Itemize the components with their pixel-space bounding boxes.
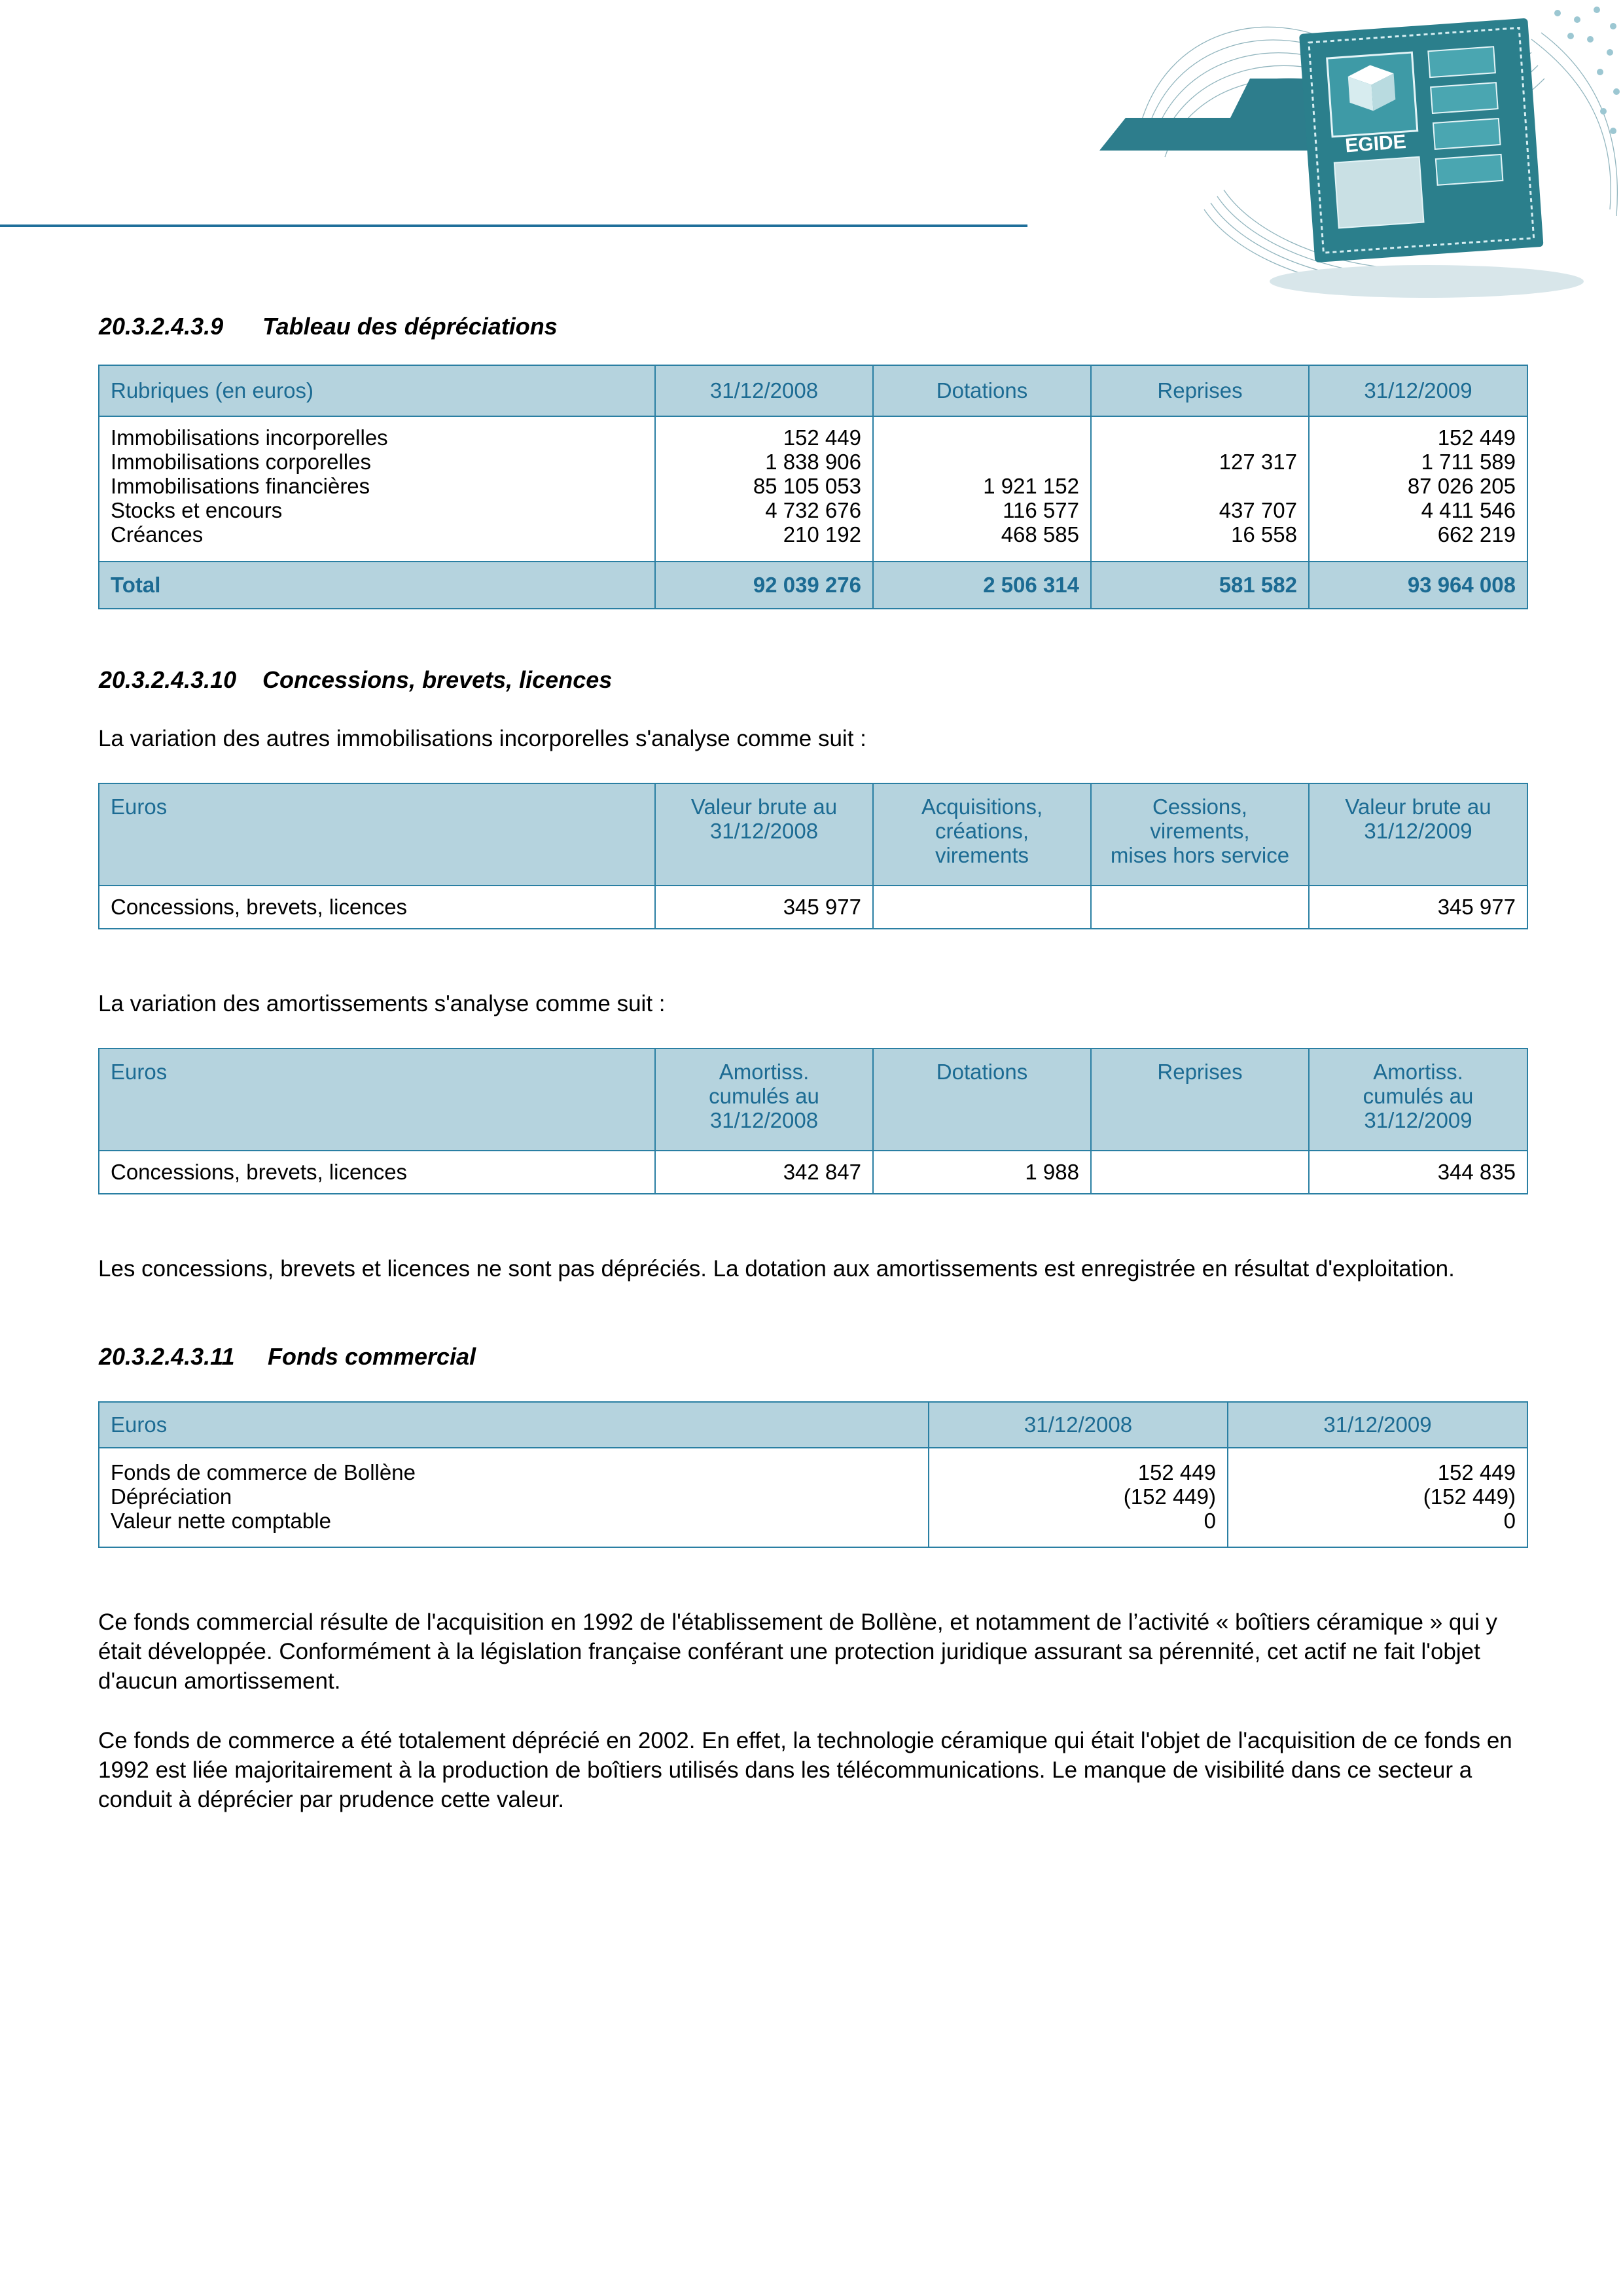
total-value: 2 506 314 xyxy=(873,562,1091,609)
value xyxy=(885,425,1079,450)
value: 127 317 xyxy=(1219,450,1297,474)
concessions-note: Les concessions, brevets et licences ne sont pas dépréciés. La dotation aux amortissements est enregistrée en résultat d'exploitation. xyxy=(98,1256,1455,1282)
value: 16 558 xyxy=(1231,522,1297,547)
value: 468 585 xyxy=(1001,522,1079,547)
total-row xyxy=(99,562,1527,609)
egide-logo-text: EGIDE xyxy=(1344,131,1407,157)
section-title-depreciations xyxy=(99,313,558,340)
value: 210 192 xyxy=(783,522,861,547)
row-label: Immobilisations incorporelles xyxy=(111,425,388,450)
header-line: 31/12/2008 xyxy=(709,1108,819,1132)
row-label: Immobilisations financières xyxy=(111,474,370,498)
header-cell: Rubriques (en euros) xyxy=(99,365,655,416)
value: 0 xyxy=(1204,1509,1216,1533)
header-cell xyxy=(873,783,1091,886)
value: 152 449 xyxy=(1437,1460,1516,1484)
total-value: 581 582 xyxy=(1091,562,1309,609)
header-line: Acquisitions, xyxy=(921,795,1043,819)
header-cell: 31/12/2009 xyxy=(1228,1402,1527,1448)
row-labels-cell xyxy=(99,1448,929,1547)
header-cell: 31/12/2009 xyxy=(1309,365,1527,416)
header-line: virements xyxy=(935,843,1029,867)
values-2009-cell xyxy=(1309,416,1527,562)
header-cell xyxy=(873,1049,1091,1151)
header-line: créations, xyxy=(935,819,1029,843)
value: 1 921 152 xyxy=(983,474,1079,498)
depreciations-table xyxy=(98,365,1528,609)
header-line: Reprises xyxy=(1157,1060,1243,1084)
value xyxy=(1091,1151,1309,1194)
section-heading: Tableau des dépréciations xyxy=(262,313,558,340)
header-line: cumulés au xyxy=(1363,1084,1474,1108)
total-value: 93 964 008 xyxy=(1309,562,1527,609)
value: 344 835 xyxy=(1309,1151,1527,1194)
header-cell: Euros xyxy=(99,1402,929,1448)
table-row xyxy=(99,1448,1527,1547)
header-line: Amortiss. xyxy=(719,1060,810,1084)
section-heading: Fonds commercial xyxy=(268,1343,476,1370)
value xyxy=(1103,474,1297,498)
header-cell xyxy=(655,783,873,886)
value xyxy=(1103,425,1297,450)
value: 116 577 xyxy=(1003,498,1079,522)
value: 4 411 546 xyxy=(1421,498,1516,522)
header-cell xyxy=(1309,783,1527,886)
value: 1 838 906 xyxy=(765,450,861,474)
row-label: Concessions, brevets, licences xyxy=(99,886,655,929)
header-chip-illustration xyxy=(1060,0,1623,308)
values-2008-cell xyxy=(655,416,873,562)
value: 1 988 xyxy=(873,1151,1091,1194)
row-label: Valeur nette comptable xyxy=(111,1509,331,1533)
table-row xyxy=(99,886,1527,929)
value: 345 977 xyxy=(655,886,873,929)
row-label: Concessions, brevets, licences xyxy=(99,1151,655,1194)
header-line: virements, xyxy=(1150,819,1250,843)
section-title-goodwill xyxy=(99,1343,476,1371)
header-line: Dotations xyxy=(936,1060,1028,1084)
header-cell xyxy=(1091,783,1309,886)
section-title-concessions xyxy=(99,666,612,694)
header-line: 31/12/2008 xyxy=(709,819,819,843)
value: 437 707 xyxy=(1219,498,1297,522)
value: 345 977 xyxy=(1309,886,1527,929)
value: 0 xyxy=(1503,1509,1516,1533)
row-label: Dépréciation xyxy=(111,1484,232,1509)
section-heading: Concessions, brevets, licences xyxy=(262,666,613,693)
section-number: 20.3.2.4.3.10 xyxy=(99,666,237,693)
value: 152 449 xyxy=(1137,1460,1216,1484)
header-cell xyxy=(99,1049,655,1151)
values-dotations-cell xyxy=(873,416,1091,562)
header-cell xyxy=(1309,1049,1527,1151)
values-2009-cell xyxy=(1228,1448,1527,1547)
value xyxy=(885,450,1079,474)
row-label: Immobilisations corporelles xyxy=(111,450,371,474)
amortization-table xyxy=(98,1048,1528,1194)
row-label: Fonds de commerce de Bollène xyxy=(111,1460,416,1484)
header-cell: Reprises xyxy=(1091,365,1309,416)
section-number: 20.3.2.4.3.9 xyxy=(99,313,224,340)
header-line: cumulés au xyxy=(709,1084,819,1108)
header-cell xyxy=(655,1049,873,1151)
row-label: Créances xyxy=(111,522,204,547)
value xyxy=(1091,886,1309,929)
header-line: 31/12/2009 xyxy=(1364,819,1472,843)
header-line: Amortiss. xyxy=(1373,1060,1463,1084)
value: (152 449) xyxy=(1423,1484,1516,1509)
values-reprises-cell xyxy=(1091,416,1309,562)
header-cell: 31/12/2008 xyxy=(655,365,873,416)
header-cell: 31/12/2008 xyxy=(929,1402,1228,1448)
intro-paragraph: La variation des autres immobilisations incorporelles s'analyse comme suit : xyxy=(98,726,866,751)
value xyxy=(873,886,1091,929)
header-cell xyxy=(1091,1049,1309,1151)
row-label: Stocks et encours xyxy=(111,498,283,522)
total-label: Total xyxy=(99,562,655,609)
value: 87 026 205 xyxy=(1407,474,1516,498)
value: 1 711 589 xyxy=(1421,450,1516,474)
intro-paragraph: La variation des amortissements s'analyse comme suit : xyxy=(98,991,666,1016)
section-number: 20.3.2.4.3.11 xyxy=(99,1343,235,1370)
table-row xyxy=(99,416,1527,562)
header-line: Euros xyxy=(111,1060,168,1084)
goodwill-paragraph-1: Ce fonds commercial résulte de l'acquisition en 1992 de l'établissement de Bollène, et notamment de l’activité « boîtiers céramique » qui y était développée. Conformément à la législation française conférant une protection juridique assurant sa pérennité, cet actif ne fait l'objet d'aucun amortissement. xyxy=(98,1609,1497,1694)
header-cell: Dotations xyxy=(873,365,1091,416)
header-line: mises hors service xyxy=(1110,843,1290,867)
header-rule xyxy=(0,224,1027,227)
gross-value-table xyxy=(98,783,1528,929)
header-line: Valeur brute au xyxy=(1345,795,1491,819)
value: 152 449 xyxy=(783,425,861,450)
value: 4 732 676 xyxy=(765,498,861,522)
row-labels-cell xyxy=(99,416,655,562)
header-line: 31/12/2009 xyxy=(1364,1108,1472,1132)
header-line: Cessions, xyxy=(1152,795,1247,819)
value: (152 449) xyxy=(1123,1484,1216,1509)
total-value: 92 039 276 xyxy=(655,562,873,609)
goodwill-paragraph-2: Ce fonds de commerce a été totalement déprécié en 2002. En effet, la technologie céramique qui était l'objet de l'acquisition de ce fonds en 1992 est liée majoritairement à la production de boîtiers utilisés dans les télécommunications. Le manque de visibilité dans ce secteur a conduit à déprécier par prudence cette valeur. xyxy=(98,1728,1512,1812)
goodwill-table xyxy=(98,1401,1528,1548)
value: 662 219 xyxy=(1437,522,1516,547)
value: 342 847 xyxy=(655,1151,873,1194)
table-row xyxy=(99,1151,1527,1194)
value: 152 449 xyxy=(1437,425,1516,450)
value: 85 105 053 xyxy=(753,474,861,498)
values-2008-cell xyxy=(929,1448,1228,1547)
header-cell xyxy=(99,783,655,886)
header-line: Valeur brute au xyxy=(690,795,838,819)
header-line: Euros xyxy=(111,795,168,819)
